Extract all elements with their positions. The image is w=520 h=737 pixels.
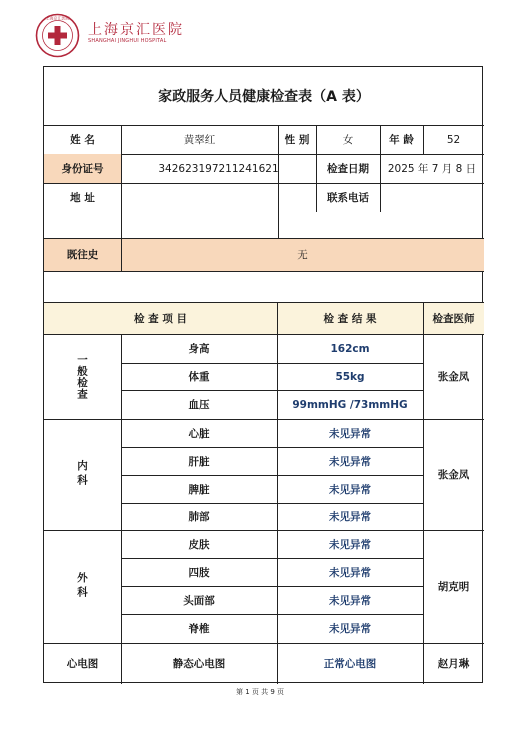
result-cell: 正常心电图 bbox=[323, 657, 377, 670]
hospital-name-en: SHANGHAI JINGHUI HOSPITAL bbox=[88, 38, 167, 44]
exam-date-label: 检查日期 bbox=[327, 163, 369, 175]
doctor-cell: 赵月琳 bbox=[437, 657, 470, 670]
section-internal bbox=[44, 419, 121, 530]
item-cell: 四肢 bbox=[188, 566, 210, 579]
age-label: 年 龄 bbox=[389, 134, 414, 146]
page-number: 第 1 页 共 9 页 bbox=[235, 688, 285, 696]
contact-phone-value bbox=[380, 183, 484, 212]
result-cell: 55kg bbox=[335, 370, 365, 383]
section-name: 内科 bbox=[76, 460, 88, 489]
item-cell: 脊椎 bbox=[188, 623, 210, 635]
exam-date-value: 2025 年 7 月 8 日 bbox=[387, 163, 477, 175]
section-name: 外科 bbox=[76, 572, 88, 601]
id-number-label: 身份证号 bbox=[44, 154, 121, 183]
result-cell: 未见异常 bbox=[329, 566, 371, 579]
section-surgery bbox=[44, 530, 121, 643]
hospital-name: 上海京汇医院 bbox=[88, 22, 184, 38]
history-value: 无 bbox=[297, 249, 308, 261]
health-check-form bbox=[43, 66, 483, 683]
contact-phone-label: 联系电话 bbox=[327, 192, 369, 204]
item-cell: 脾脏 bbox=[188, 483, 210, 496]
form-title: 家政服务人员健康检查表（A 表） bbox=[158, 89, 370, 105]
item-cell: 体重 bbox=[188, 371, 210, 383]
section-name: 一般检查 bbox=[76, 353, 88, 400]
doctor-cell: 张金凤 bbox=[437, 469, 470, 481]
gender-value: 女 bbox=[342, 134, 354, 146]
doctor-cell: 张金凤 bbox=[437, 371, 470, 383]
header-result: 检 查 结 果 bbox=[323, 312, 377, 325]
result-cell: 未见异常 bbox=[329, 538, 371, 551]
result-cell: 162cm bbox=[330, 342, 370, 355]
gender-label: 性 别 bbox=[284, 134, 310, 146]
section-general bbox=[44, 334, 121, 419]
result-cell: 未见异常 bbox=[329, 623, 371, 635]
item-cell: 静态心电图 bbox=[172, 657, 226, 670]
header-item: 检 查 项 目 bbox=[134, 312, 187, 325]
address-label: 地 址 bbox=[70, 192, 95, 204]
logo-text: 上海京汇医院 bbox=[45, 15, 70, 21]
header-doctor: 检查医师 bbox=[432, 312, 475, 325]
result-cell: 未见异常 bbox=[329, 594, 371, 607]
item-cell: 血压 bbox=[188, 399, 210, 411]
hospital-logo bbox=[35, 13, 80, 58]
history-label: 既往史 bbox=[66, 249, 99, 261]
result-cell: 未见异常 bbox=[329, 483, 371, 496]
name-value: 黄翠红 bbox=[183, 134, 216, 146]
result-cell: 未见异常 bbox=[329, 455, 371, 468]
address-value bbox=[121, 183, 316, 212]
item-cell: 肺部 bbox=[188, 511, 210, 523]
item-cell: 身高 bbox=[188, 343, 210, 355]
item-cell: 心脏 bbox=[188, 427, 210, 440]
age-value: 52 bbox=[446, 133, 461, 146]
item-cell: 头面部 bbox=[183, 594, 215, 607]
item-cell: 肝脏 bbox=[188, 455, 210, 468]
name-label: 姓 名 bbox=[70, 134, 95, 146]
id-number-value: 342623197211241621 bbox=[158, 162, 279, 175]
doctor-cell: 胡克明 bbox=[437, 581, 470, 593]
item-cell: 皮肤 bbox=[188, 538, 210, 551]
result-cell: 99mmHG /73mmHG bbox=[292, 398, 408, 411]
section-ecg: 心电图 bbox=[66, 657, 99, 670]
result-cell: 未见异常 bbox=[329, 511, 371, 523]
result-cell: 未见异常 bbox=[329, 427, 371, 440]
